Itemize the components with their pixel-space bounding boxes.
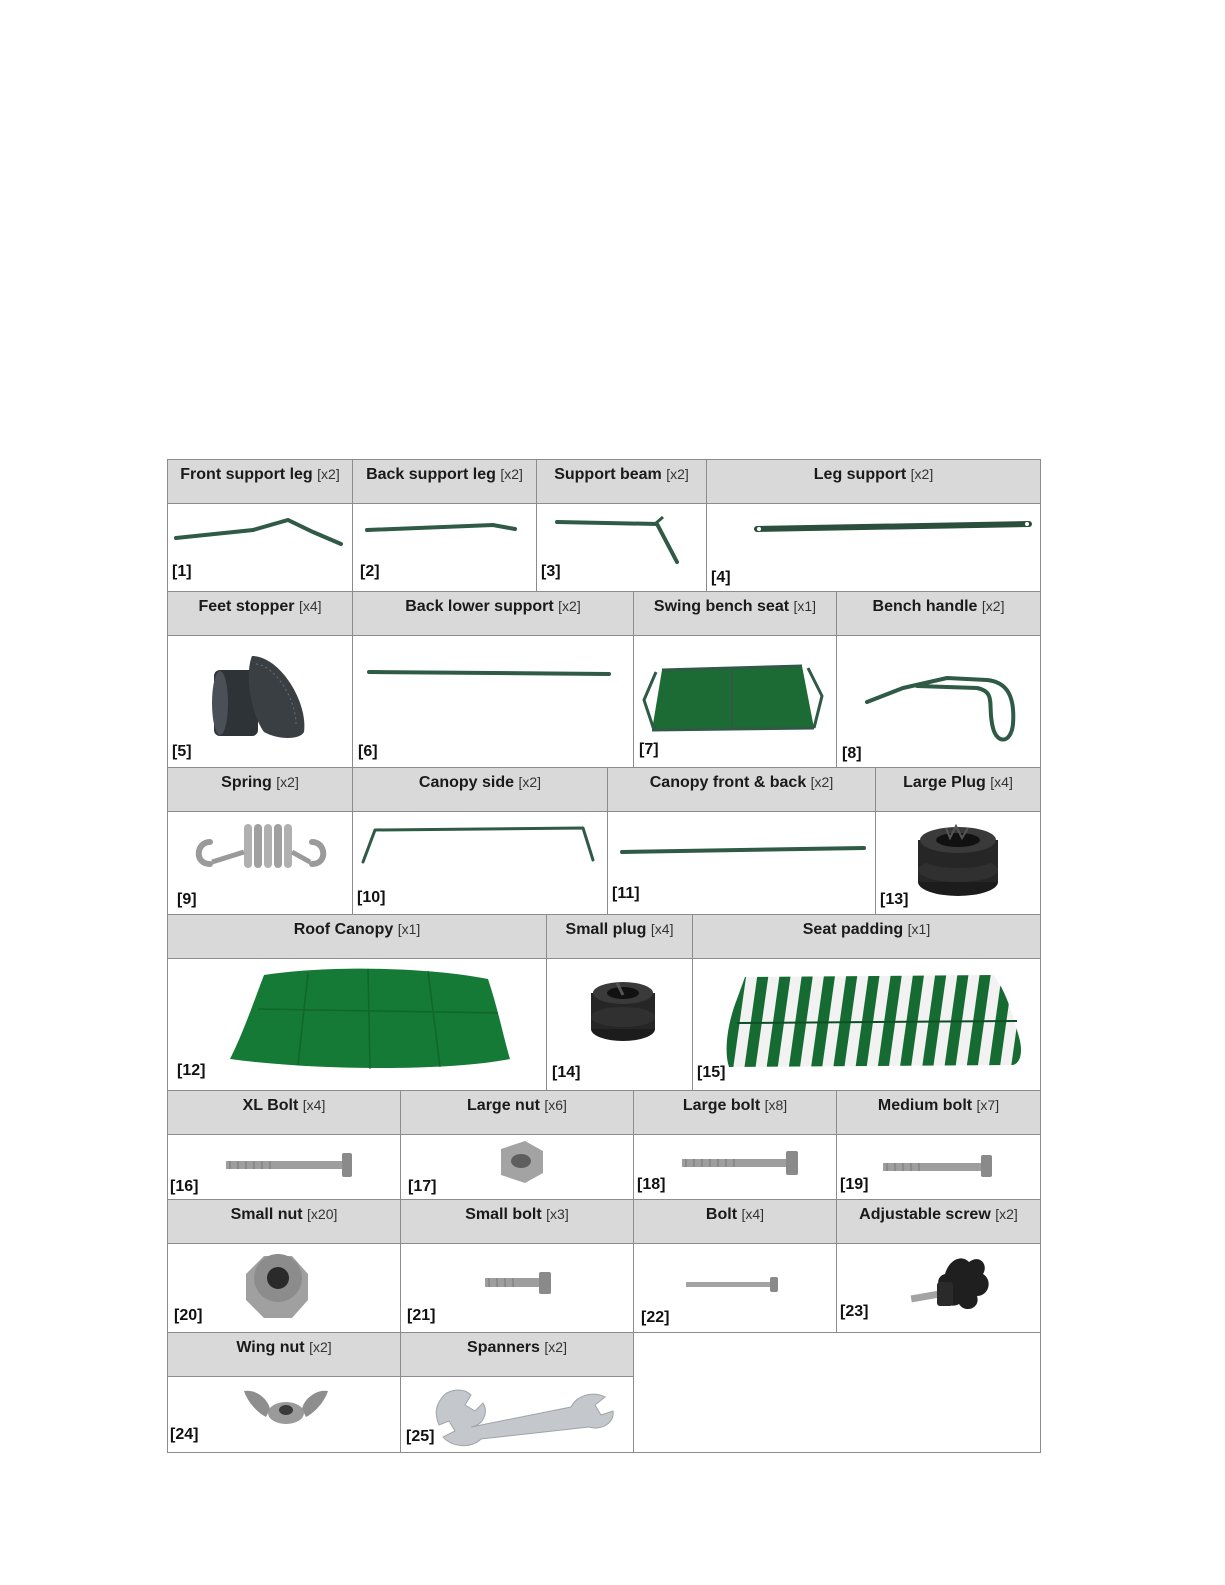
part-quantity: [x7] bbox=[976, 1097, 1000, 1113]
part-quantity: [x6] bbox=[544, 1097, 567, 1113]
roof-canopy-icon bbox=[168, 959, 547, 1091]
small-bolt-icon bbox=[401, 1244, 634, 1333]
part-header bbox=[633, 1199, 837, 1244]
part-image-cell bbox=[167, 1243, 401, 1333]
lock-nut-icon bbox=[168, 1244, 401, 1333]
part-name: Roof Canopy bbox=[293, 921, 394, 938]
part-header bbox=[836, 1090, 1041, 1135]
part-header bbox=[167, 1199, 401, 1244]
part-name: Canopy side bbox=[418, 774, 515, 791]
part-quantity: [x4] bbox=[741, 1206, 765, 1222]
feet-stopper-icon bbox=[168, 636, 353, 768]
part-image-cell bbox=[546, 958, 693, 1091]
part-quantity: [x1] bbox=[907, 921, 931, 937]
part-quantity: [x4] bbox=[650, 921, 674, 937]
seat-padding-icon bbox=[693, 959, 1041, 1091]
bent-beam-icon bbox=[537, 504, 707, 592]
part-header bbox=[352, 459, 537, 504]
part-number: [5] bbox=[172, 743, 192, 760]
part-quantity: [x8] bbox=[764, 1097, 788, 1113]
part-image-cell bbox=[633, 1243, 837, 1333]
part-quantity: [x2] bbox=[666, 466, 689, 482]
part-number: [3] bbox=[541, 563, 561, 580]
part-image-cell bbox=[352, 635, 634, 768]
part-number: [21] bbox=[407, 1307, 436, 1324]
part-quantity: [x4] bbox=[298, 598, 322, 614]
part-image-cell bbox=[352, 503, 537, 592]
canopy-side-icon bbox=[353, 812, 608, 915]
part-header bbox=[400, 1090, 634, 1135]
part-number: [10] bbox=[357, 889, 386, 906]
part-header bbox=[352, 767, 608, 812]
part-number: [17] bbox=[408, 1178, 437, 1195]
part-image-cell bbox=[607, 811, 876, 915]
part-quantity: [x1] bbox=[397, 921, 421, 937]
part-number: [9] bbox=[177, 891, 197, 908]
part-number: [25] bbox=[406, 1428, 435, 1445]
part-image-cell bbox=[400, 1134, 634, 1200]
part-name: Medium bolt bbox=[877, 1097, 973, 1114]
part-image-cell bbox=[836, 1134, 1041, 1200]
parts-row-1 bbox=[167, 459, 1041, 592]
part-header bbox=[352, 591, 634, 636]
part-number: [13] bbox=[880, 891, 909, 908]
part-header bbox=[875, 767, 1041, 812]
part-image-cell bbox=[692, 958, 1041, 1091]
part-image-cell bbox=[352, 811, 608, 915]
long-rod-icon bbox=[353, 636, 634, 768]
part-image-cell bbox=[536, 503, 707, 592]
part-image-cell bbox=[167, 1134, 401, 1200]
part-number: [20] bbox=[174, 1307, 203, 1324]
rod-icon bbox=[353, 504, 537, 592]
part-name: Large bolt bbox=[682, 1097, 761, 1114]
parts-row-4 bbox=[167, 914, 1041, 1091]
parts-row-5 bbox=[167, 1090, 1041, 1200]
part-header bbox=[400, 1332, 634, 1377]
part-header bbox=[536, 459, 707, 504]
part-quantity: [x20] bbox=[307, 1206, 338, 1222]
part-name: Swing bench seat bbox=[653, 598, 790, 615]
part-name: Seat padding bbox=[802, 921, 904, 938]
part-header bbox=[692, 914, 1041, 959]
part-name: Bolt bbox=[705, 1206, 738, 1223]
wing-nut-icon bbox=[168, 1377, 401, 1453]
part-header bbox=[167, 914, 547, 959]
part-name: Small bolt bbox=[465, 1206, 542, 1223]
part-number: [18] bbox=[637, 1176, 666, 1193]
part-quantity: [x2] bbox=[276, 774, 299, 790]
part-quantity: [x4] bbox=[302, 1097, 326, 1113]
part-image-cell bbox=[836, 635, 1041, 768]
part-header bbox=[400, 1199, 634, 1244]
part-name: Bench handle bbox=[872, 598, 978, 615]
part-header bbox=[836, 591, 1041, 636]
part-quantity: [x2] bbox=[981, 598, 1005, 614]
part-image-cell bbox=[400, 1376, 634, 1453]
part-quantity: [x2] bbox=[518, 774, 542, 790]
part-header bbox=[167, 1090, 401, 1135]
part-image-cell bbox=[167, 635, 353, 768]
part-header bbox=[633, 591, 837, 636]
part-quantity: [x2] bbox=[544, 1339, 567, 1355]
part-quantity: [x2] bbox=[995, 1206, 1018, 1222]
part-header bbox=[836, 1199, 1041, 1244]
bench-seat-icon bbox=[634, 636, 837, 768]
part-number: [19] bbox=[840, 1176, 869, 1193]
part-image-cell bbox=[836, 1243, 1041, 1333]
part-name: Small nut bbox=[230, 1206, 303, 1223]
part-name: XL Bolt bbox=[242, 1097, 299, 1114]
part-name: Front support leg bbox=[180, 466, 313, 483]
part-number: [6] bbox=[358, 743, 378, 760]
part-quantity: [x2] bbox=[500, 466, 523, 482]
part-name: Back lower support bbox=[405, 598, 554, 615]
part-name: Large nut bbox=[467, 1097, 540, 1114]
part-number: [14] bbox=[552, 1064, 581, 1081]
part-header bbox=[167, 767, 353, 812]
xl-bolt-icon bbox=[168, 1135, 401, 1200]
part-quantity: [x1] bbox=[793, 598, 817, 614]
part-name: Feet stopper bbox=[198, 598, 295, 615]
part-name: Small plug bbox=[565, 921, 647, 938]
empty-cell bbox=[633, 1332, 1041, 1453]
part-name: Adjustable screw bbox=[859, 1206, 991, 1223]
part-number: [16] bbox=[170, 1178, 199, 1195]
part-name: Leg support bbox=[813, 466, 907, 483]
part-image-cell bbox=[633, 1134, 837, 1200]
part-number: [24] bbox=[170, 1426, 199, 1443]
part-name: Wing nut bbox=[236, 1339, 305, 1356]
part-number: [11] bbox=[612, 885, 640, 902]
parts-row-6 bbox=[167, 1199, 1041, 1333]
part-quantity: [x2] bbox=[317, 466, 340, 482]
bent-rod-icon bbox=[168, 504, 353, 592]
part-quantity: [x2] bbox=[810, 774, 834, 790]
part-header bbox=[546, 914, 693, 959]
part-number: [8] bbox=[842, 745, 862, 762]
part-header bbox=[633, 1090, 837, 1135]
part-number: [4] bbox=[711, 569, 731, 586]
part-image-cell bbox=[167, 811, 353, 915]
parts-row-7 bbox=[167, 1332, 1041, 1453]
part-number: [2] bbox=[360, 563, 380, 580]
part-name: Spanners bbox=[467, 1339, 540, 1356]
parts-row-3 bbox=[167, 767, 1041, 915]
part-name: Canopy front & back bbox=[649, 774, 807, 791]
part-name: Spring bbox=[221, 774, 272, 791]
part-name: Back support leg bbox=[366, 466, 496, 483]
part-number: [15] bbox=[697, 1064, 726, 1081]
long-bar-icon bbox=[707, 504, 1041, 592]
part-quantity: [x2] bbox=[910, 466, 934, 482]
part-quantity: [x2] bbox=[309, 1339, 332, 1355]
part-header bbox=[167, 591, 353, 636]
spanner-icon bbox=[401, 1377, 634, 1453]
part-header bbox=[706, 459, 1041, 504]
part-number: [1] bbox=[172, 563, 192, 580]
part-image-cell bbox=[400, 1243, 634, 1333]
part-image-cell bbox=[167, 503, 353, 592]
part-name: Large Plug bbox=[903, 774, 986, 791]
part-number: [7] bbox=[639, 741, 659, 758]
part-name: Support beam bbox=[554, 466, 662, 483]
part-image-cell bbox=[875, 811, 1041, 915]
part-header bbox=[167, 459, 353, 504]
part-image-cell bbox=[167, 958, 547, 1091]
part-header bbox=[607, 767, 876, 812]
part-header bbox=[167, 1332, 401, 1377]
part-quantity: [x2] bbox=[558, 598, 581, 614]
part-number: [23] bbox=[840, 1303, 869, 1320]
part-number: [12] bbox=[177, 1062, 206, 1079]
bench-handle-icon bbox=[837, 636, 1041, 768]
canopy-rod-icon bbox=[608, 812, 876, 915]
part-quantity: [x4] bbox=[990, 774, 1013, 790]
part-image-cell bbox=[633, 635, 837, 768]
part-number: [22] bbox=[641, 1309, 670, 1326]
part-image-cell bbox=[167, 1376, 401, 1453]
parts-row-2 bbox=[167, 591, 1041, 768]
part-quantity: [x3] bbox=[546, 1206, 569, 1222]
part-image-cell bbox=[706, 503, 1041, 592]
